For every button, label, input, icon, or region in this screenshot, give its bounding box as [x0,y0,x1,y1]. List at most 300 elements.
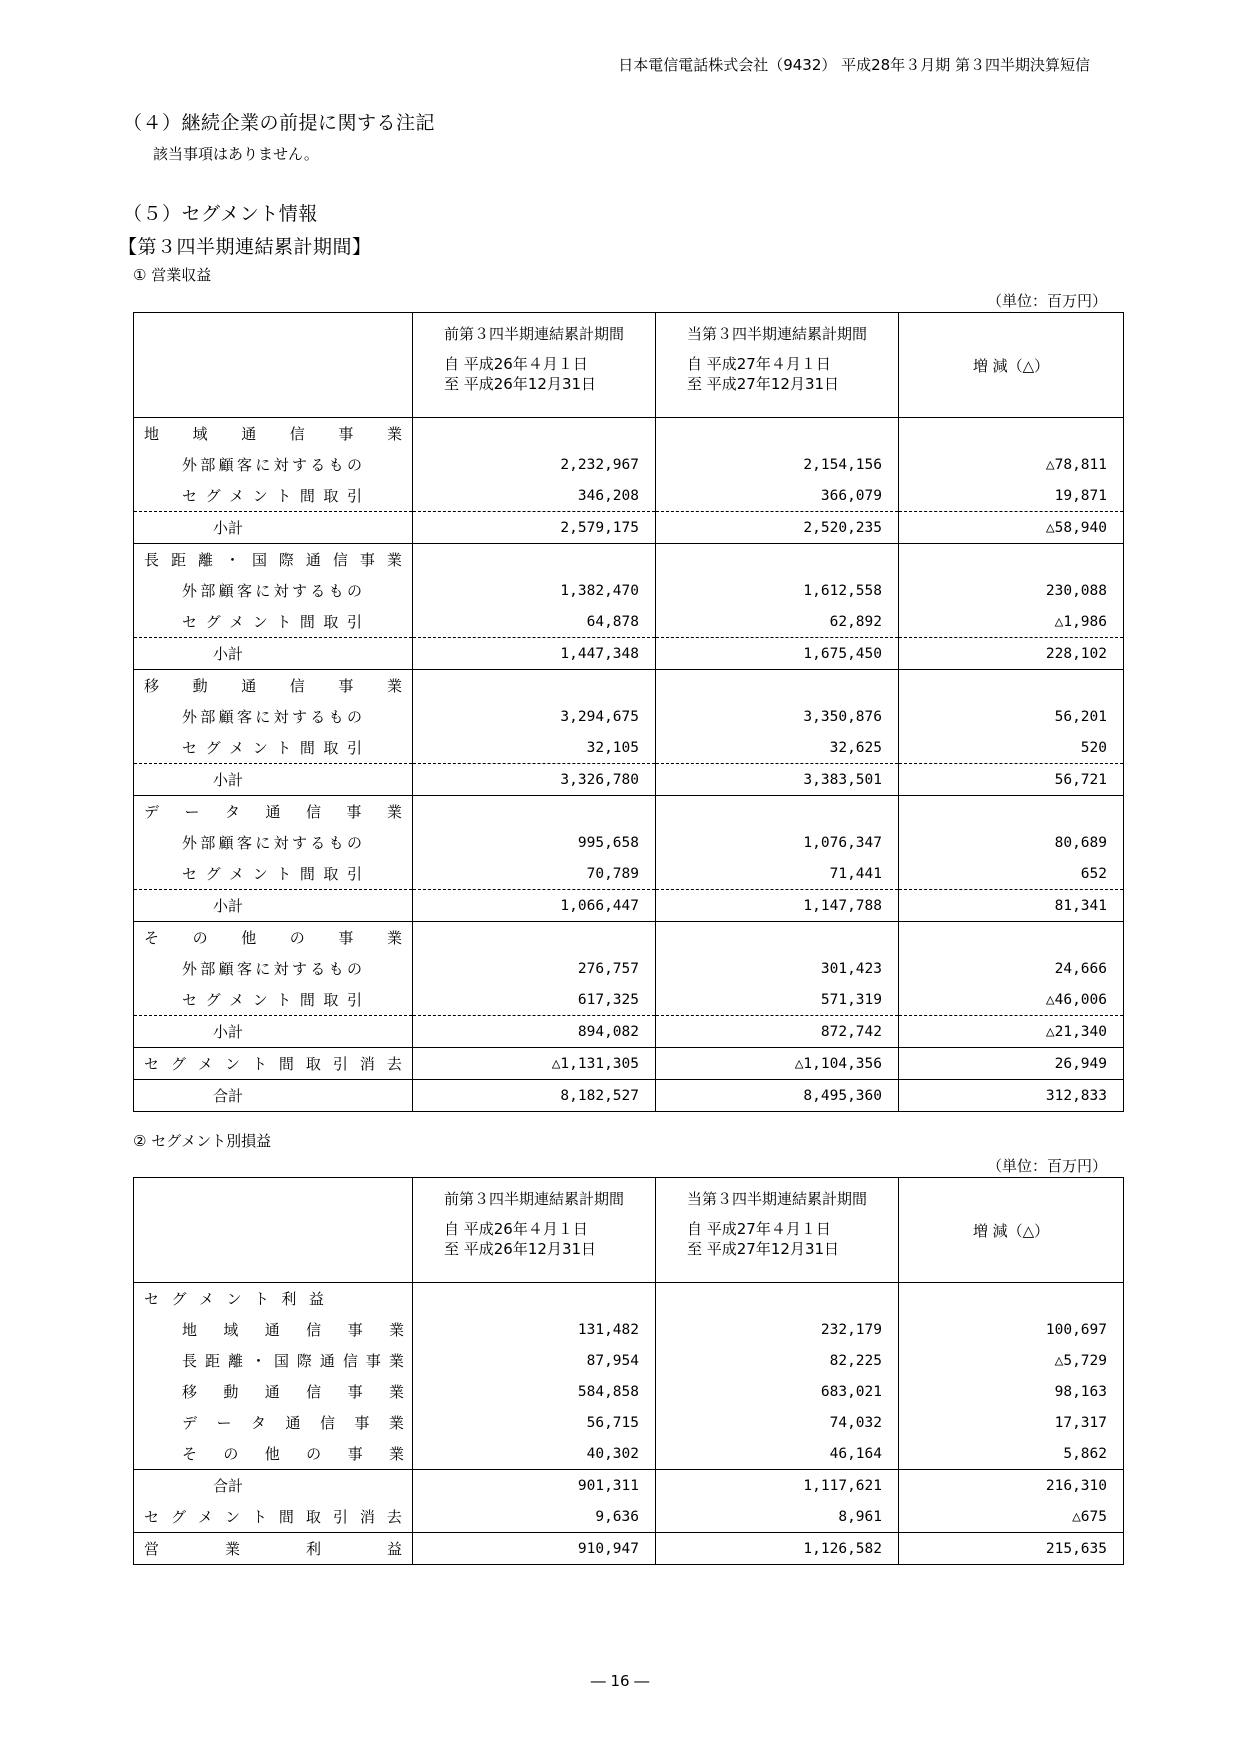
change-value: 81,341 [899,890,1124,922]
period-title: 【第３四半期連結累計期間】 [118,236,372,258]
label-char: の [346,708,362,726]
label-char: 際 [278,551,294,569]
label-char: ト [276,739,292,757]
label-char: 業 [386,929,402,947]
row-label [134,1345,413,1376]
label-char: 顧 [218,960,234,978]
label-char: セ [144,1290,160,1308]
label-char: る [310,708,326,726]
row-label [134,418,413,450]
prev-value: 70,789 [413,858,656,890]
prev-value [413,544,656,576]
spaced-label [182,1412,404,1433]
change-value: 17,317 [899,1407,1124,1438]
label-char: 引 [346,991,362,1009]
label-char: 距 [170,551,186,569]
label-char: グ [205,739,221,757]
curr-value: 872,742 [656,1016,899,1048]
curr-value: 32,625 [656,732,899,764]
label-char: メ [229,739,245,757]
label-char: 取 [323,739,339,757]
row-label: 小計 [134,1016,413,1048]
label-char: 引 [332,1055,348,1073]
label-char: 信 [306,1383,322,1401]
label-char: 部 [200,960,216,978]
prev-value: 346,208 [413,480,656,512]
prev-value: 8,182,527 [413,1080,656,1112]
label-char: 外 [182,708,198,726]
row-label [134,732,413,764]
prev-value: 1,447,348 [413,638,656,670]
label-char: 間 [299,739,315,757]
label-char: 業 [386,551,402,569]
label-char: 客 [236,456,252,474]
document-header: 日本電信電話株式会社（9432） 平成28年３月期 第３四半期決算短信 [618,56,1090,74]
spaced-label [182,958,362,979]
label-char: メ [229,613,245,631]
label-char: 通 [319,1352,335,1370]
prev-value: 276,757 [413,953,656,984]
row-label [134,858,413,890]
curr-value: △1,104,356 [656,1048,899,1080]
row-label [134,449,413,480]
label-char: 業 [386,677,402,695]
intersegment-row [134,858,1124,890]
label-char: に [255,582,271,600]
label-char: の [223,1445,239,1463]
segment-profit-row [134,1314,1124,1345]
label-char: ・ [250,1352,266,1370]
label-char: 国 [251,551,267,569]
label-char: の [346,960,362,978]
label-char: に [255,708,271,726]
curr-value: 71,441 [656,858,899,890]
label-char: グ [205,991,221,1009]
label-char: 他 [241,929,257,947]
curr-value: 62,892 [656,606,899,638]
curr-value: 1,076,347 [656,827,899,858]
row-label [134,1438,413,1470]
row-label [134,796,413,828]
curr-value: 82,225 [656,1345,899,1376]
prev-value [413,418,656,450]
section4-text: 該当事項はありません。 [153,145,319,163]
segment-profit-row [134,1376,1124,1407]
label-char: 他 [264,1445,280,1463]
label-char: 客 [236,708,252,726]
label-char: グ [171,1290,187,1308]
row-label: 小計 [134,890,413,922]
unit-label-1: （単位：百万円） [986,292,1107,310]
label-char: 長 [182,1352,198,1370]
label-char: 引 [346,487,362,505]
label-char: の [346,582,362,600]
label-char: 対 [273,834,289,852]
change-value: 230,088 [899,575,1124,606]
segment-header-row [134,544,1124,576]
label-char: 信 [306,1321,322,1339]
label-char: 業 [388,1383,404,1401]
label-char: 信 [305,803,321,821]
label-char: 去 [386,1055,402,1073]
label-char: 域 [223,1321,239,1339]
curr-value: 683,021 [656,1376,899,1407]
row-label: 合計 [134,1080,413,1112]
spaced-label [182,706,362,727]
spaced-label [182,1443,404,1464]
row-label [134,1048,413,1080]
curr-value: 366,079 [656,480,899,512]
label-char: 業 [388,1414,404,1432]
label-char: の [192,929,208,947]
row-label [134,1407,413,1438]
label-char: 事 [347,1383,363,1401]
label-char: 対 [273,456,289,474]
external-row [134,827,1124,858]
change-value: 56,721 [899,764,1124,796]
change-value: 216,310 [899,1470,1124,1502]
label-char: 対 [273,960,289,978]
label-char: に [255,456,271,474]
label-char: 信 [332,551,348,569]
label-char: ン [252,991,268,1009]
label-char: 客 [236,960,252,978]
label-char: 事 [347,1445,363,1463]
label-char: 去 [386,1508,402,1526]
curr-value: 2,154,156 [656,449,899,480]
label-char: グ [205,865,221,883]
page-number: ― 16 ― [590,1672,650,1690]
label-char: 離 [197,551,213,569]
prev-value: △1,131,305 [413,1048,656,1080]
label-char: 動 [223,1383,239,1401]
spaced-label [182,737,362,758]
change-value: △675 [899,1501,1124,1533]
prev-value: 64,878 [413,606,656,638]
total-row [134,1080,1124,1112]
prev-value [413,1283,656,1315]
label-char: 部 [200,582,216,600]
intersegment-row [134,732,1124,764]
label-char: ト [253,1290,269,1308]
spaced-label [144,1053,402,1074]
curr-value [656,796,899,828]
prev-value: 56,715 [413,1407,656,1438]
label-char: グ [205,487,221,505]
section4-title: （４）継続企業の前提に関する注記 [123,112,436,134]
label-char: セ [144,1055,160,1073]
row-label [134,827,413,858]
change-value [899,670,1124,702]
prev-value [413,922,656,954]
row-label [134,953,413,984]
change-header: 増 減（△） [899,1178,1124,1283]
row-label [134,575,413,606]
label-char: ト [251,1508,267,1526]
label-char: 取 [323,613,339,631]
label-char: 客 [236,582,252,600]
label-char: る [310,456,326,474]
label-char: 営 [144,1540,160,1558]
label-char: 顧 [218,834,234,852]
change-value [899,544,1124,576]
label-char: 際 [296,1352,312,1370]
subtotal-row [134,512,1124,544]
change-value: 5,862 [899,1438,1124,1470]
label-char: 移 [182,1383,198,1401]
spaced-label [144,1506,402,1527]
label-char: 部 [200,708,216,726]
row-label [134,984,413,1016]
label-char: る [310,582,326,600]
curr-value [656,922,899,954]
label-char: も [328,960,344,978]
change-value: 80,689 [899,827,1124,858]
row-label: 合計 [134,1470,413,1502]
intersegment-row [134,984,1124,1016]
label-char: ン [252,739,268,757]
label-char: も [328,708,344,726]
curr-value: 1,675,450 [656,638,899,670]
label-char: デ [144,803,160,821]
change-value [899,796,1124,828]
external-row [134,953,1124,984]
change-value [899,922,1124,954]
prev-value [413,796,656,828]
external-row [134,575,1124,606]
label-char: す [291,960,307,978]
label-char: 対 [273,582,289,600]
label-char: セ [182,613,198,631]
label-char: 通 [285,1414,301,1432]
label-char: セ [182,739,198,757]
curr-value [656,544,899,576]
subtotal-row [134,1016,1124,1048]
spaced-label [144,549,402,570]
change-header: 増 減（△） [899,313,1124,418]
spaced-label [182,1381,404,1402]
sub2-title: ② セグメント別損益 [133,1132,272,1150]
label-char: も [328,834,344,852]
label-char: 間 [299,991,315,1009]
prev-value: 901,311 [413,1470,656,1502]
label-char: 客 [236,834,252,852]
label-char: 顧 [218,708,234,726]
prev-value: 131,482 [413,1314,656,1345]
label-char: ン [252,865,268,883]
label-char: の [346,456,362,474]
spaced-label [144,801,402,822]
label-char: 業 [224,1540,240,1558]
label-char: 信 [319,1414,335,1432]
label-char: 信 [342,1352,358,1370]
label-char: グ [205,613,221,631]
spaced-label [182,454,362,475]
external-row [134,449,1124,480]
change-value: 26,949 [899,1048,1124,1080]
label-char: 引 [346,739,362,757]
label-char: メ [229,865,245,883]
label-char: そ [144,929,160,947]
label-char: セ [144,1508,160,1526]
external-row [134,701,1124,732]
label-char: 引 [346,613,362,631]
prev-value [413,670,656,702]
label-char: ト [276,991,292,1009]
label-char: 利 [281,1290,297,1308]
change-value: △58,940 [899,512,1124,544]
row-label [134,922,413,954]
label-char: 信 [289,677,305,695]
prev-period-header: 前第３四半期連結累計期間 自 平成26年４月１日 至 平成26年12月31日 [413,313,656,418]
label-char: 通 [265,803,281,821]
prev-value: 32,105 [413,732,656,764]
spaced-label [144,1538,402,1559]
prev-value: 617,325 [413,984,656,1016]
label-char: 部 [200,456,216,474]
row-label [134,1376,413,1407]
curr-period-header: 当第３四半期連結累計期間 自 平成27年４月１日 至 平成27年12月31日 [656,313,899,418]
change-value: 19,871 [899,480,1124,512]
label-char: の [289,929,305,947]
segment-profit-row [134,1438,1124,1470]
label-char: デ [182,1414,198,1432]
section5-title: （５）セグメント情報 [123,203,318,225]
label-char: ン [224,1508,240,1526]
row-label [134,1533,413,1565]
label-char: ト [276,487,292,505]
label-char: 事 [346,803,362,821]
curr-value [656,1283,899,1315]
label-char: ・ [224,551,240,569]
change-value: △46,006 [899,984,1124,1016]
label-char: す [291,582,307,600]
label-char: セ [182,487,198,505]
label-char: ン [252,487,268,505]
curr-value: 3,383,501 [656,764,899,796]
change-value: 652 [899,858,1124,890]
label-char: ン [226,1290,242,1308]
label-char: 間 [299,613,315,631]
label-char: も [328,456,344,474]
prev-value: 584,858 [413,1376,656,1407]
elimination-row [134,1048,1124,1080]
curr-value: 1,147,788 [656,890,899,922]
label-char: 引 [346,865,362,883]
change-value: 228,102 [899,638,1124,670]
label-char: 国 [273,1352,289,1370]
label-char: す [291,834,307,852]
prev-value: 894,082 [413,1016,656,1048]
prev-value: 87,954 [413,1345,656,1376]
curr-value: 8,961 [656,1501,899,1533]
curr-value: 1,612,558 [656,575,899,606]
label-char: ー [216,1414,232,1432]
label-char: セ [182,991,198,1009]
intersegment-row [134,606,1124,638]
label-char: 利 [305,1540,321,1558]
label-char: 取 [323,991,339,1009]
change-value [899,418,1124,450]
label-char: メ [229,487,245,505]
label-char: ー [184,803,200,821]
row-label [134,544,413,576]
row-label: 小計 [134,638,413,670]
operating-revenue-table [133,312,1124,1112]
change-value [899,1283,1124,1315]
prev-value: 40,302 [413,1438,656,1470]
change-value: 100,697 [899,1314,1124,1345]
sub1-title: ① 営業収益 [133,266,212,284]
label-char: 動 [192,677,208,695]
change-value: △78,811 [899,449,1124,480]
change-value: 520 [899,732,1124,764]
label-char: 通 [264,1321,280,1339]
label-char: 消 [359,1508,375,1526]
spaced-label [182,989,362,1010]
curr-value: 8,495,360 [656,1080,899,1112]
prev-value: 9,636 [413,1501,656,1533]
label-char: の [306,1445,322,1463]
row-label: 小計 [134,512,413,544]
spaced-label [182,485,362,506]
spaced-label [144,1288,324,1309]
curr-value: 46,164 [656,1438,899,1470]
segment-profit-header-row [134,1283,1124,1315]
segment-header-row [134,418,1124,450]
curr-value: 1,126,582 [656,1533,899,1565]
prev-value: 2,579,175 [413,512,656,544]
row-label [134,1501,413,1533]
curr-value [656,418,899,450]
label-char: 部 [200,834,216,852]
prev-value: 995,658 [413,827,656,858]
row-label [134,606,413,638]
label-char: る [310,834,326,852]
label-char: ト [251,1055,267,1073]
label-char: 取 [305,1055,321,1073]
label-char: 通 [264,1383,280,1401]
prev-period-header: 前第３四半期連結累計期間 自 平成26年４月１日 至 平成26年12月31日 [413,1178,656,1283]
subtotal-row [134,764,1124,796]
label-char: 地 [182,1321,198,1339]
label-char: 取 [323,865,339,883]
label-char: 域 [192,425,208,443]
label-char: ン [252,613,268,631]
label-char: 顧 [218,456,234,474]
label-char: 間 [299,865,315,883]
prev-value: 1,066,447 [413,890,656,922]
label-char: 取 [323,487,339,505]
row-label [134,1314,413,1345]
label-char: 事 [359,551,375,569]
subtotal-row [134,890,1124,922]
curr-value: 3,350,876 [656,701,899,732]
label-char: 地 [144,425,160,443]
label-char: 業 [388,1445,404,1463]
label-char: 事 [347,1321,363,1339]
label-char: 移 [144,677,160,695]
spaced-label [182,832,362,853]
label-char: 業 [386,425,402,443]
label-char: タ [224,803,240,821]
corner-cell [134,1178,413,1283]
curr-value: 301,423 [656,953,899,984]
unit-label-2: （単位：百万円） [986,1157,1107,1175]
label-char: そ [182,1445,198,1463]
operating-income-row [134,1533,1124,1565]
label-char: も [328,582,344,600]
